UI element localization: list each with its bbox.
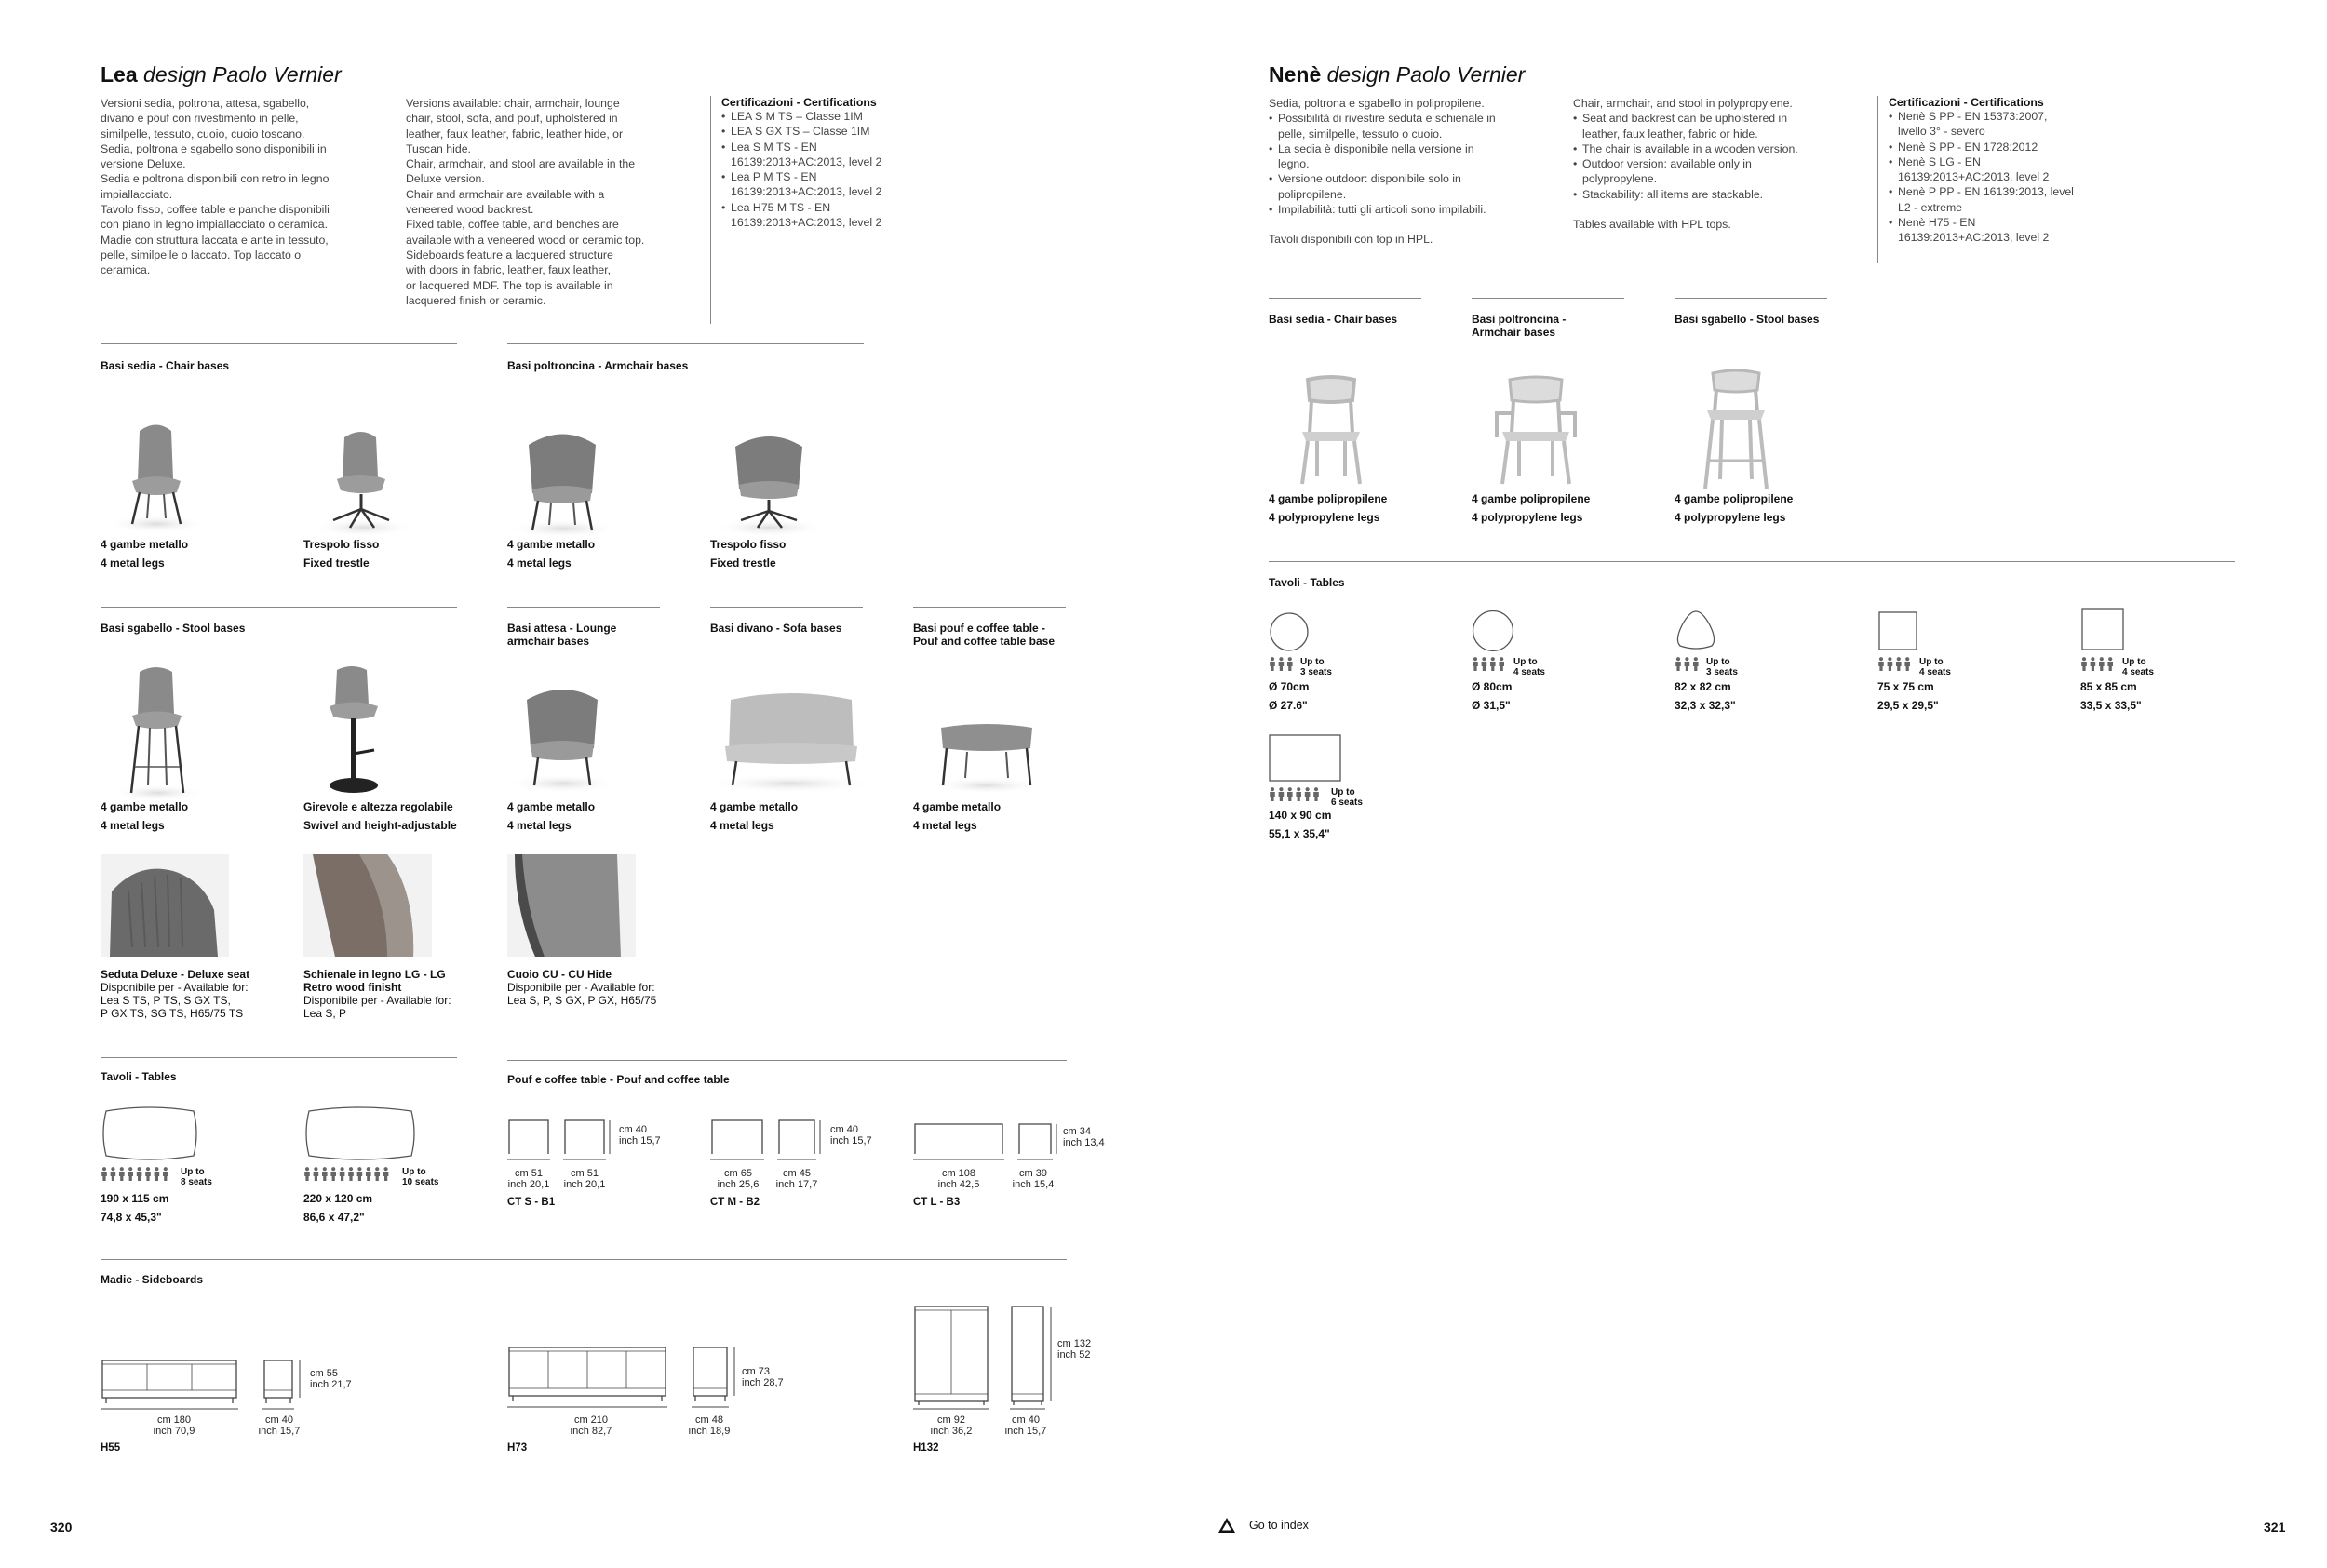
nene-cert-heading: Certificazioni - Certifications [1889, 96, 2044, 109]
lea-ct-s-height: cm 40 inch 15,7 [619, 1124, 661, 1146]
person-icon [1693, 657, 1699, 671]
nene-intro-it-item: • Possibilità di rivestire seduta e schienale in pelle, similpelle, tessuto o cuoio. [1278, 111, 1557, 141]
nene-intro-it-item: • La sedia è disponibile nella versione in legno. [1278, 141, 1557, 172]
lea-ct-l-width2: cm 39 inch 15,4 [1012, 1168, 1055, 1190]
lea-sec-pouf-tables: Pouf e coffee table - Pouf and coffee table [507, 1073, 730, 1086]
lea-ct-m-width1: cm 65 inch 25,6 [717, 1168, 760, 1190]
lea-sec-sofa-bases: Basi divano - Sofa bases [710, 622, 842, 635]
person-icon [1279, 787, 1285, 801]
person-icons [1877, 657, 1913, 672]
nene-cert-item: • Nenè S LG - EN 16139:2013+AC:2013, level 2 [1898, 154, 2112, 185]
lea-sofa-image [703, 689, 880, 796]
lea-sideboard-h132-drawing [913, 1303, 1062, 1413]
lea-cert-item: • Lea P M TS - EN 16139:2013+AC:2013, level 2 [731, 169, 908, 200]
lea-table-220-size: 220 x 120 cm 86,6 x 47,2" [303, 1192, 373, 1224]
nene-table-2-seats: Up to 3 seats [1706, 657, 1738, 677]
nene-intro-en-item: • Outdoor version: available only in polypropylene. [1582, 156, 1862, 187]
person-icons [1675, 657, 1701, 672]
nene-cert-item: • Nenè S PP - EN 15373:2007, livello 3° - severo [1898, 109, 2112, 140]
lea-h132-height: cm 132 inch 52 [1057, 1338, 1092, 1360]
nene-table-square-85-shape [2080, 607, 2125, 651]
person-icon [1287, 657, 1293, 671]
lea-h55-code: H55 [101, 1442, 121, 1454]
page-number-right: 321 [2264, 1520, 2286, 1534]
person-icon [1305, 787, 1311, 801]
rule [101, 343, 457, 344]
person-icon [357, 1167, 363, 1181]
person-icon [119, 1167, 125, 1181]
lea-deluxe-seat-image [101, 854, 229, 957]
lea-table-220-seats: Up to 10 seats [402, 1167, 439, 1187]
lea-armchair-4-legs-image [503, 419, 624, 540]
nene-cert-divider [1877, 96, 1878, 263]
lea-h73-height: cm 73 inch 28,7 [742, 1366, 784, 1388]
lea-table-190-size: 190 x 115 cm 74,8 x 45,3" [101, 1192, 169, 1224]
lea-stool-swivel-caption: Girevole e altezza regolabile Swivel and height-adjustable [303, 800, 457, 832]
lea-ct-l-height: cm 34 inch 13,4 [1063, 1126, 1105, 1148]
lea-lounge-caption: 4 gambe metallo 4 metal legs [507, 800, 596, 832]
lea-cert-item: • Lea S M TS - EN 16139:2013+AC:2013, level 2 [731, 140, 908, 170]
person-icon [1904, 657, 1910, 671]
nene-table-round-70-shape [1269, 611, 1310, 652]
nene-table-2-size: 82 x 82 cm 32,3 x 32,3" [1675, 680, 1736, 712]
rule [507, 607, 660, 608]
page-number-left: 320 [50, 1520, 73, 1534]
lea-table-220-seats-icon [303, 1167, 391, 1182]
nene-intro-it-list [1269, 111, 1557, 217]
rule [101, 607, 457, 608]
lea-stool-swivel-image [316, 663, 410, 802]
lea-table-220-shape [303, 1106, 417, 1161]
lea-table-190-seats: Up to 8 seats [181, 1167, 212, 1187]
nene-sec-stool-bases: Basi sgabello - Stool bases [1675, 313, 1820, 326]
person-icon [304, 1167, 310, 1181]
lea-sideboard-h73-drawing [507, 1340, 740, 1413]
lea-cert-divider [710, 96, 711, 324]
person-icon [2091, 657, 2096, 671]
nene-sec-chair-bases: Basi sedia - Chair bases [1269, 313, 1398, 326]
rule [1472, 298, 1624, 299]
nene-table-4-seats-icon [2080, 657, 2116, 672]
nene-armchair-image [1489, 372, 1582, 489]
lea-stool-4-legs-image [107, 663, 209, 802]
nene-sec-armchair-bases: Basi poltroncina - Armchair bases [1472, 313, 1567, 339]
lea-h73-width1: cm 210 inch 82,7 [570, 1414, 612, 1437]
person-icon [1473, 657, 1478, 671]
lea-sec-lounge-bases: Basi attesa - Lounge armchair bases [507, 622, 617, 648]
nene-table-1-seats: Up to 4 seats [1513, 657, 1545, 677]
lea-cert-item: • LEA S M TS – Classe 1IM [731, 109, 908, 124]
lea-intro-it: Versioni sedia, poltrona, attesa, sgabello, divano e pouf con rivestimento in pelle, similpelle, tessuto, cuoio, cuoio toscano. Sedia, poltrona e sgabello sono disponibili in versione Deluxe. Sedia e poltrona disponibili con retro in legno impiallacciato. Tavolo fisso, coffee table e panche disponibili con piano in legno impiallacciato o ceramica. Madie con struttura laccata e ante in tessuto, pelle, similpelle o laccato. Top laccato o ceramica. [101, 97, 330, 277]
lea-pouf-image [926, 717, 1047, 796]
lea-wood-backrest-image [303, 854, 432, 957]
nene-cert-item: • Nenè P PP - EN 16139:2013, level L2 - extreme [1898, 184, 2112, 215]
person-icon [2107, 657, 2113, 671]
lea-ct-m-width2: cm 45 inch 17,7 [775, 1168, 818, 1190]
person-icon [366, 1167, 371, 1181]
lea-h55-height: cm 55 inch 21,7 [310, 1368, 352, 1390]
nene-chair-caption: 4 gambe polipropilene 4 polypropylene legs [1269, 492, 1388, 524]
nene-intro-it-item: • Versione outdoor: disponibile solo in polipropilene. [1278, 171, 1557, 202]
person-icons [2080, 657, 2116, 672]
nene-table-5-seats: Up to 6 seats [1331, 787, 1363, 808]
nene-table-1-size: Ø 80cm Ø 31,5" [1472, 680, 1513, 712]
lea-wood-backrest-caption: Schienale in legno LG - LG Retro wood finisht Disponibile per - Available for: Lea S, P [303, 968, 451, 1020]
lea-hide-image [507, 854, 636, 957]
rule [913, 607, 1066, 608]
person-icon [1896, 657, 1902, 671]
lea-deluxe-seat-caption: Seduta Deluxe - Deluxe seat Disponibile per - Available for: Lea S TS, P TS, S GX TS, P GX TS, SG TS, H65/75 TS [101, 968, 250, 1020]
lea-hide-caption: Cuoio CU - CU Hide Disponibile per - Available for: Lea S, P, S GX, P GX, H65/75 [507, 968, 657, 1007]
nene-intro-en-item: • The chair is available in a wooden version. [1582, 141, 1862, 156]
rule [1269, 561, 2235, 562]
person-icon [111, 1167, 116, 1181]
lea-ct-l-drawing [913, 1120, 1062, 1163]
lea-sec-stool-bases: Basi sgabello - Stool bases [101, 622, 246, 635]
lea-table-190-shape [101, 1106, 199, 1161]
person-icon [374, 1167, 380, 1181]
lea-h55-width2: cm 40 inch 15,7 [258, 1414, 301, 1437]
lea-h55-width1: cm 180 inch 70,9 [153, 1414, 195, 1437]
nene-intro-en-item: • Stackability: all items are stackable. [1582, 187, 1862, 202]
person-icon [314, 1167, 319, 1181]
nene-table-rect-140-shape [1269, 734, 1341, 783]
rule [1675, 298, 1827, 299]
nene-certifications [1889, 96, 2112, 246]
nene-table-3-seats: Up to 4 seats [1919, 657, 1951, 677]
lea-cert-item: • LEA S GX TS – Classe 1IM [731, 124, 908, 139]
go-to-index-link[interactable] [1217, 1517, 1309, 1534]
nene-chair-image [1289, 372, 1373, 489]
nene-table-round-80-shape [1472, 610, 1514, 652]
person-icons [1269, 787, 1321, 802]
lea-intro-en: Versions available: chair, armchair, lounge chair, stool, sofa, and pouf, upholstered in leather, faux leather, fabric, leather hide, or Tuscan hide. Chair, armchair, and stool are available in the Deluxe version. Chair and armchair are available with a veneered wood backrest. Fixed table, coffee table, and benches are available with a veneered wood or ceramic top. Sideboards feature a lacquered structure with doors in fabric, leather, faux leather, or lacquered MDF. The top is available in lacquered finish or ceramic. [406, 97, 645, 307]
nene-table-2-seats-icon [1675, 657, 1701, 672]
lea-ct-m-code: CT M - B2 [710, 1197, 760, 1208]
nene-cert-list [1889, 109, 2112, 246]
rule [101, 1057, 457, 1058]
person-icon [1675, 657, 1681, 671]
lea-sofa-caption: 4 gambe metallo 4 metal legs [710, 800, 799, 832]
lea-ct-m-height: cm 40 inch 15,7 [830, 1124, 872, 1146]
nene-stool-caption: 4 gambe polipropilene 4 polypropylene legs [1675, 492, 1794, 524]
lea-ct-s-width1: cm 51 inch 20,1 [507, 1168, 550, 1190]
nene-table-square-75-shape [1877, 610, 1918, 651]
person-icon [322, 1167, 328, 1181]
lea-title: Lea design Paolo Vernier [101, 62, 342, 87]
rule [101, 1259, 1067, 1260]
nene-table-4-size: 85 x 85 cm 33,5 x 33,5" [2080, 680, 2142, 712]
person-icon [1685, 657, 1690, 671]
nene-table-0-seats-icon [1269, 657, 1295, 672]
person-icon [137, 1167, 142, 1181]
lea-h73-width2: cm 48 inch 18,9 [688, 1414, 731, 1437]
nene-table-1-seats-icon [1472, 657, 1507, 672]
rule [1269, 298, 1421, 299]
lea-table-190-seats-icon [101, 1167, 170, 1182]
lea-armchair-trestle-image [709, 423, 830, 540]
nene-table-triangle-shape [1675, 609, 1717, 651]
rule [507, 1060, 1067, 1061]
person-icon [145, 1167, 151, 1181]
nene-table-5-seats-icon [1269, 787, 1321, 802]
nene-intro-it-item: • Impilabilità: tutti gli articoli sono impilabili. [1278, 202, 1557, 217]
lea-lounge-armchair-image [503, 679, 624, 796]
person-icon [1482, 657, 1487, 671]
lea-sideboard-h55-drawing [101, 1357, 315, 1413]
person-icons [101, 1167, 170, 1182]
lea-h132-code: H132 [913, 1442, 939, 1454]
person-icon [340, 1167, 345, 1181]
lea-stool-4-legs-caption: 4 gambe metallo 4 metal legs [101, 800, 189, 832]
lea-chair-4-legs-image [101, 414, 212, 535]
nene-intro-it: Sedia, poltrona e sgabello in polipropilene. • Possibilità di rivestire seduta e schienale in pelle, similpelle, tessuto o cuoio. • La sedia è disponibile nella versione in legno. • Versione outdoor: disponibile solo in polipropilene. • Impilabilità: tutti gli articoli sono impilabili. Tavoli disponibili con top in HPL. [1269, 96, 1557, 248]
lea-ct-s-code: CT S - B1 [507, 1197, 556, 1208]
person-icon [2099, 657, 2105, 671]
person-icon [1499, 657, 1504, 671]
person-icon [348, 1167, 354, 1181]
lea-chair-4-legs-caption: 4 gambe metallo 4 metal legs [101, 538, 189, 570]
nene-sec-tables: Tavoli - Tables [1269, 576, 1345, 589]
rule [710, 607, 863, 608]
nene-armchair-caption: 4 gambe polipropilene 4 polypropylene legs [1472, 492, 1591, 524]
person-icon [1270, 657, 1275, 671]
person-icon [163, 1167, 168, 1181]
nene-table-0-seats: Up to 3 seats [1300, 657, 1332, 677]
person-icons [303, 1167, 391, 1182]
go-to-index-label: Go to index [1249, 1519, 1309, 1532]
lea-sec-pouf-bases: Basi pouf e coffee table - Pouf and coffee table base [913, 622, 1056, 648]
nene-table-4-seats: Up to 4 seats [2122, 657, 2154, 677]
nene-table-0-size: Ø 70cm Ø 27.6" [1269, 680, 1310, 712]
lea-ct-l-code: CT L - B3 [913, 1197, 961, 1208]
lea-ct-l-width1: cm 108 inch 42,5 [937, 1168, 980, 1190]
person-icon [1878, 657, 1884, 671]
lea-cert-list [721, 109, 908, 230]
person-icon [1888, 657, 1893, 671]
triangle-logo-icon [1217, 1517, 1236, 1534]
person-icon [155, 1167, 160, 1181]
nene-table-3-size: 75 x 75 cm 29,5 x 29,5" [1877, 680, 1939, 712]
lea-sec-chair-bases: Basi sedia - Chair bases [101, 359, 230, 372]
person-icon [128, 1167, 133, 1181]
nene-intro-en: Chair, armchair, and stool in polypropylene. • Seat and backrest can be upholstered in leather, faux leather, fabric or hide. • The chair is available in a wooden version. • Outdoor version: available only in polypropylene. • Stackability: all items are stackable. Tables available with HPL tops. [1573, 96, 1862, 232]
person-icons [1269, 657, 1295, 672]
person-icon [1270, 787, 1275, 801]
lea-certifications [721, 96, 908, 230]
lea-cert-heading: Certificazioni - Certifications [721, 96, 877, 109]
lea-ct-s-width2: cm 51 inch 20,1 [563, 1168, 606, 1190]
lea-armchair-4-legs-caption: 4 gambe metallo 4 metal legs [507, 538, 596, 570]
nene-stool-image [1694, 368, 1778, 493]
person-icon [1313, 787, 1319, 801]
nene-cert-item: • Nenè S PP - EN 1728:2012 [1898, 140, 2112, 154]
lea-chair-trestle-image [307, 423, 419, 540]
nene-intro-en-list [1573, 111, 1862, 202]
person-icon [330, 1167, 336, 1181]
lea-sec-sideboards: Madie - Sideboards [101, 1273, 204, 1286]
lea-h132-width2: cm 40 inch 15,7 [1004, 1414, 1047, 1437]
lea-h132-width1: cm 92 inch 36,2 [930, 1414, 973, 1437]
person-icon [383, 1167, 389, 1181]
lea-chair-trestle-caption: Trespolo fisso Fixed trestle [303, 538, 380, 570]
lea-cert-item: • Lea H75 M TS - EN 16139:2013+AC:2013, level 2 [731, 200, 908, 231]
rule [507, 343, 864, 344]
person-icon [1279, 657, 1285, 671]
lea-armchair-trestle-caption: Trespolo fisso Fixed trestle [710, 538, 787, 570]
nene-table-5-size: 140 x 90 cm 55,1 x 35,4" [1269, 809, 1332, 840]
person-icon [1490, 657, 1496, 671]
lea-pouf-caption: 4 gambe metallo 4 metal legs [913, 800, 1002, 832]
nene-cert-item: • Nenè H75 - EN 16139:2013+AC:2013, level 2 [1898, 215, 2112, 246]
lea-sec-tables: Tavoli - Tables [101, 1070, 177, 1083]
person-icon [1296, 787, 1301, 801]
person-icons [1472, 657, 1507, 672]
lea-h73-code: H73 [507, 1442, 528, 1454]
nene-title: Nenè design Paolo Vernier [1269, 62, 1526, 87]
person-icon [1287, 787, 1293, 801]
nene-table-3-seats-icon [1877, 657, 1913, 672]
lea-sec-armchair-bases: Basi poltroncina - Armchair bases [507, 359, 689, 372]
person-icon [101, 1167, 107, 1181]
person-icon [2081, 657, 2087, 671]
nene-intro-en-item: • Seat and backrest can be upholstered in leather, faux leather, fabric or hide. [1582, 111, 1862, 141]
